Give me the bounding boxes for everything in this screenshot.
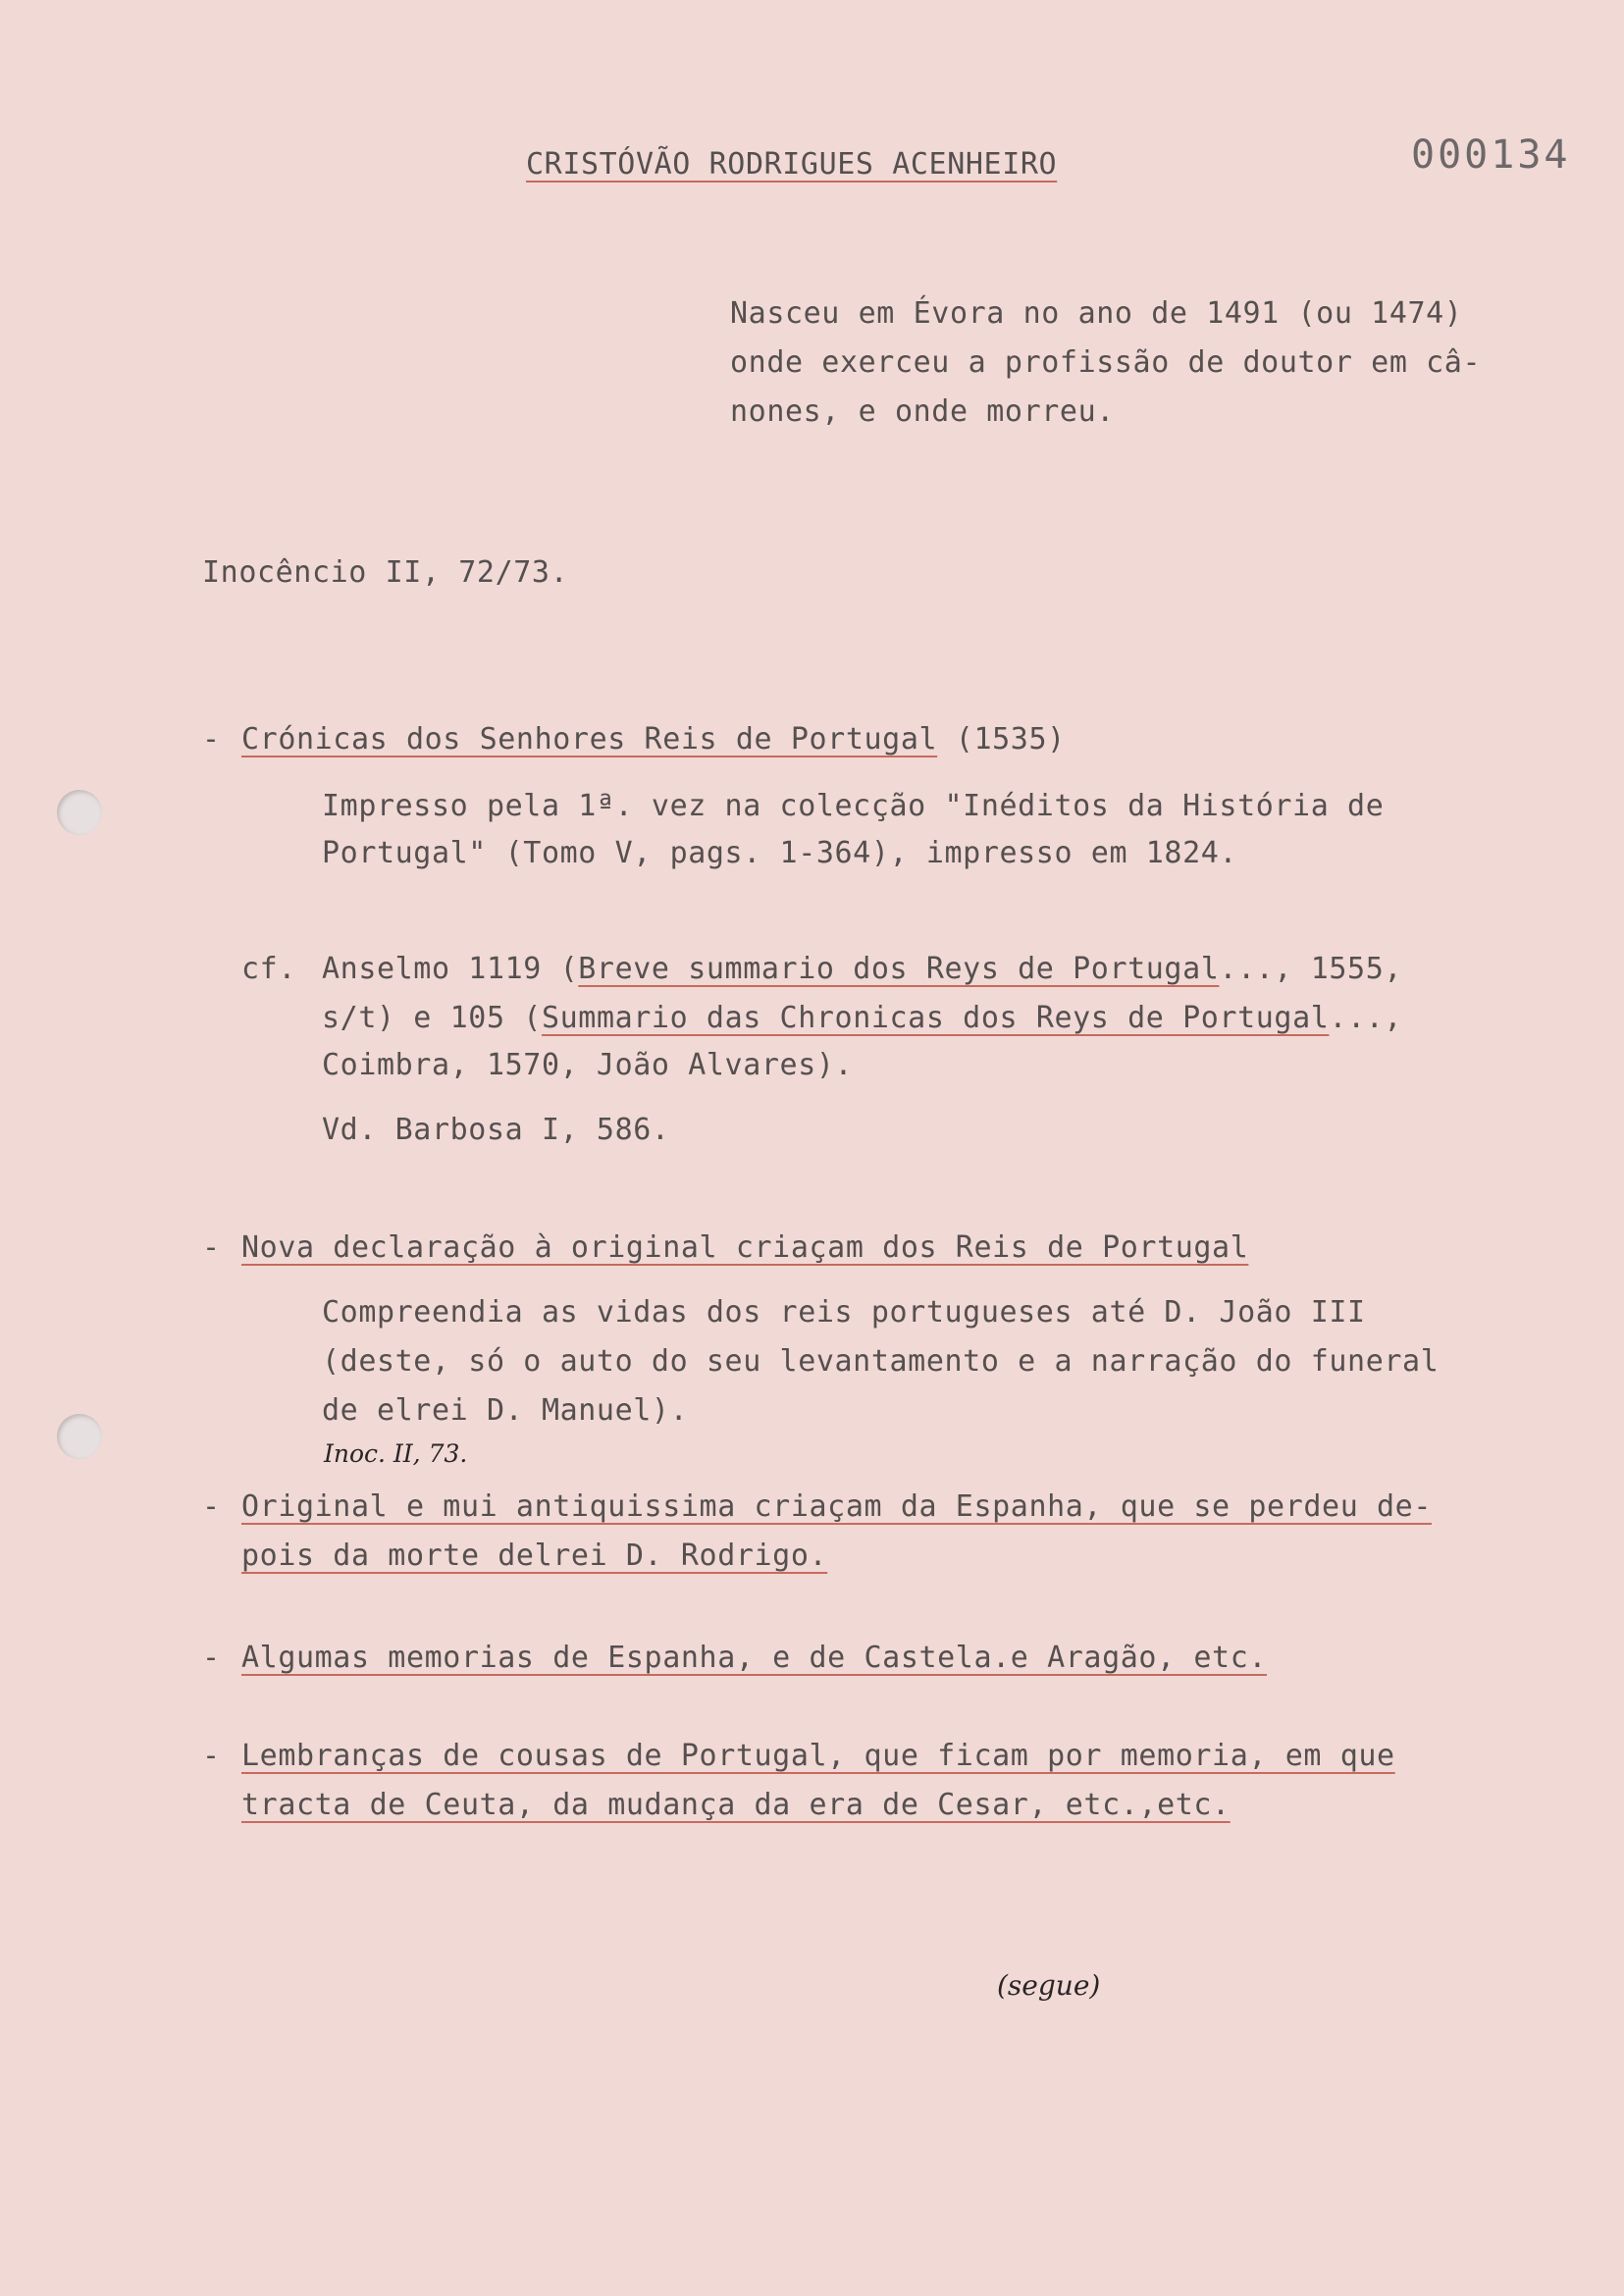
entry1-title-line bbox=[241, 716, 1066, 763]
entry2-line-1: Compreendia as vidas dos reis portugueses até D. João III bbox=[322, 1295, 1366, 1330]
reference-line: Inocêncio II, 72/73. bbox=[202, 555, 569, 590]
entry2-bullet: - bbox=[202, 1230, 221, 1265]
entry1-vd-line: Vd. Barbosa I, 586. bbox=[322, 1113, 670, 1147]
entry1-bullet: - bbox=[202, 722, 221, 757]
entry2-line-2: (deste, só o auto do seu levantamento e a narração do funeral bbox=[322, 1344, 1440, 1379]
entry1-year: (1535) bbox=[937, 722, 1066, 757]
entry1-line-2: Portugal" (Tomo V, pags. 1-364), impresso em 1824. bbox=[322, 836, 1238, 870]
entry2-line-3: de elrei D. Manuel). bbox=[322, 1393, 689, 1428]
entry5-bullet: - bbox=[202, 1739, 221, 1773]
entry5-line-1: Lembranças de cousas de Portugal, que ficam por memoria, em que bbox=[241, 1739, 1395, 1773]
entry1-cf-line-1 bbox=[322, 946, 1402, 993]
document-title: CRISTÓVÃO RODRIGUES ACENHEIRO bbox=[526, 147, 1058, 182]
entry1-cf-line-2 bbox=[322, 995, 1402, 1042]
entry1-cf-label: cf. bbox=[241, 952, 296, 986]
cf-line-2-suffix: ..., bbox=[1329, 1001, 1403, 1035]
cf-line-1-prefix: Anselmo 1119 ( bbox=[322, 952, 579, 986]
entry5-line-2: tracta de Ceuta, da mudança da era de Cesar, etc.,etc. bbox=[241, 1788, 1231, 1822]
archive-number-stamp: 000134 bbox=[1411, 132, 1571, 178]
entry1-line-1: Impresso pela 1ª. vez na colecção "Inéditos da História de bbox=[322, 789, 1385, 823]
cf-line-1-title: Breve summario dos Reys de Portugal bbox=[578, 952, 1220, 986]
entry2-handwritten-note: Inoc. II, 73. bbox=[324, 1439, 468, 1468]
entry3-line-1: Original e mui antiquissima criaçam da Espanha, que se perdeu de- bbox=[241, 1489, 1432, 1524]
entry4-bullet: - bbox=[202, 1641, 221, 1675]
punch-hole-top bbox=[57, 790, 102, 835]
entry3-line-2: pois da morte delrei D. Rodrigo. bbox=[241, 1539, 828, 1573]
continues-handwritten-note: (segue) bbox=[997, 1969, 1101, 2002]
entry2-title: Nova declaração à original criaçam dos Reis de Portugal bbox=[241, 1230, 1249, 1265]
entry3-bullet: - bbox=[202, 1489, 221, 1524]
punch-hole-bottom bbox=[57, 1414, 102, 1459]
intro-line-1: Nasceu em Évora no ano de 1491 (ou 1474) bbox=[730, 296, 1463, 331]
intro-line-3: nones, e onde morreu. bbox=[730, 394, 1115, 429]
cf-line-2-title: Summario das Chronicas dos Reys de Portugal bbox=[541, 1001, 1330, 1035]
intro-line-2: onde exerceu a profissão de doutor em câ- bbox=[730, 345, 1482, 380]
entry1-cf-line-3: Coimbra, 1570, João Alvares). bbox=[322, 1048, 854, 1082]
entry4-line: Algumas memorias de Espanha, e de Castela.e Aragão, etc. bbox=[241, 1641, 1268, 1675]
entry1-title: Crónicas dos Senhores Reis de Portugal bbox=[241, 722, 938, 757]
cf-line-2-prefix: s/t) e 105 ( bbox=[322, 1001, 542, 1035]
cf-line-1-suffix: ..., 1555, bbox=[1219, 952, 1403, 986]
